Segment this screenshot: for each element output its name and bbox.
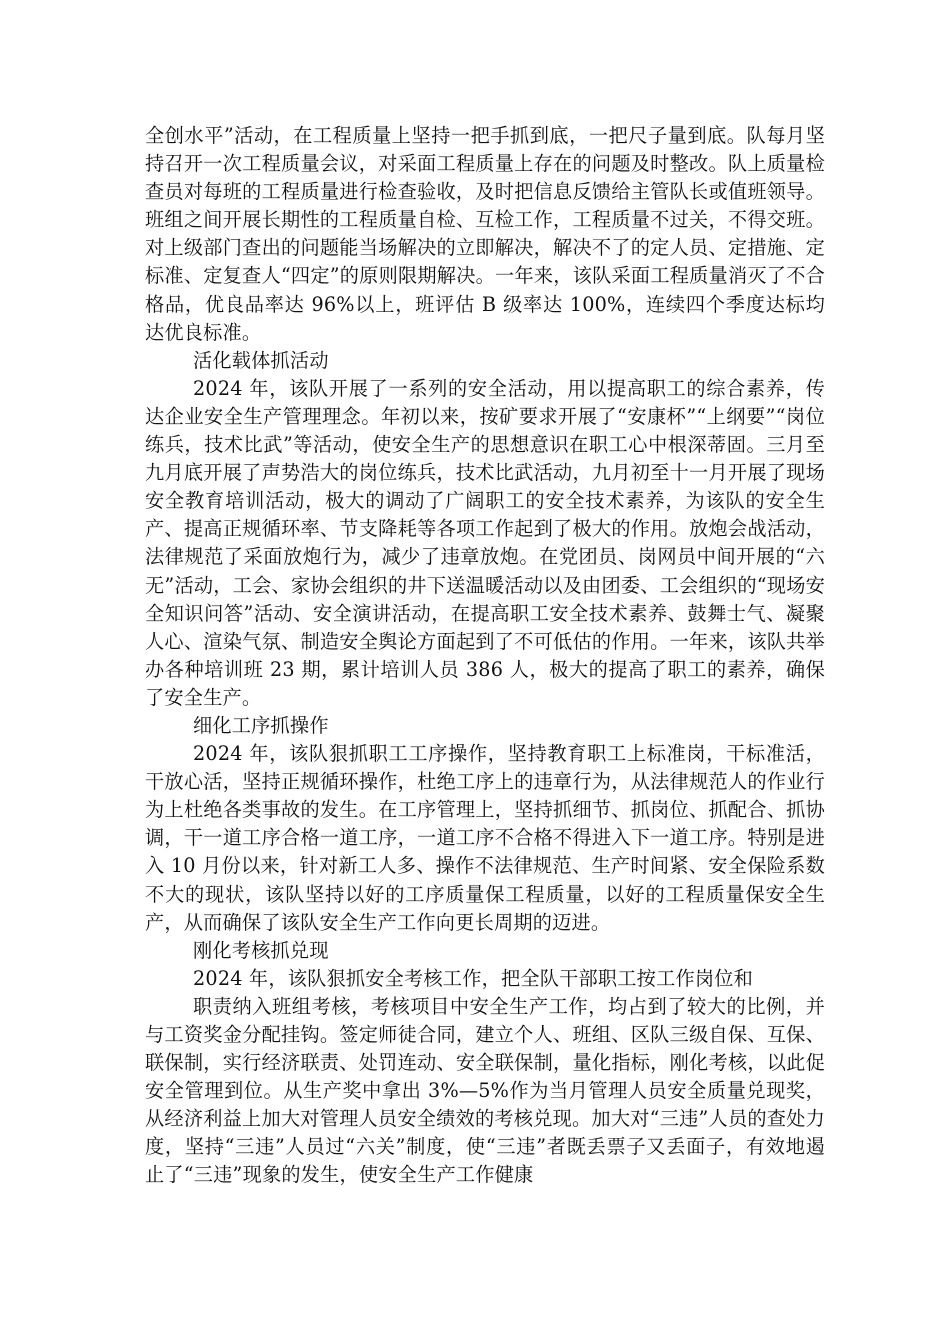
document-page: [145, 122, 825, 1190]
paragraph-quality: 全创水平”活动，在工程质量上坚持一把手抓到底，一把尺子量到底。队每月坚持召开一次工程质量会议，对采面工程质量上存在的问题及时整改。队上质量检查员对每班的工程质量进行检查验收，及时把信息反馈给主管队长或值班领导。班组之间开展长期性的工程质量自检、互检工作，工程质量不过关，不得交班。对上级部门查出的问题能当场解决的立即解决，解决不了的定人员、定措施、定标准、定复查人“四定”的原则限期解决。一年来，该队采面工程质量消灭了不合格品，优良品率达 96%以上，班评估 B 级率达 100%，连续四个季度达标均达优良标准。: [145, 124, 825, 344]
heading-activities: 活化载体抓活动: [193, 348, 329, 372]
heading-assessment: 刚化考核抓兑现: [193, 938, 329, 962]
paragraph-assessment-continued: 职责纳入班组考核，考核项目中安全生产工作，均占到了较大的比例，并与工资奖金分配挂钩。签定师徒合同，建立个人、班组、区队三级自保、互保、联保制，实行经济联责、处罚连动、安全联保制，量化指标，刚化考核，以此促安全管理到位。从生产奖中拿出 3%—5%作为当月管理人员安全质量兑现奖，从经济利益上加大对管理人员安全绩效的考核兑现。加大对“三违”人员的查处力度，坚持“三违”人员过“六关”制度，使“三违”者既丢票子又丢面子，有效地遏止了“三违”现象的发生，使安全生产工作健康: [145, 994, 825, 1187]
paragraph-assessment-start: 2024 年，该队狠抓安全考核工作，把全队干部职工按工作岗位和: [193, 966, 754, 990]
paragraph-procedures: 2024 年，该队狠抓职工工序操作，坚持教育职工上标准岗，干标准活，干放心活，坚持正规循环操作，杜绝工序上的违章行为，从法律规范人的作业行为上杜绝各类事故的发生。在工序管理上，坚持抓细节、抓岗位、抓配合、抓协调，干一道工序合格一道工序，一道工序不合格不得进入下一道工序。特别是进入 10 月份以来，针对新工人多、操作不法律规范、生产时间紧、安全保险系数不大的现状，该队坚持以好的工序质量保工程质量，以好的工程质量保安全生产，从而确保了该队安全生产工作向更长周期的迈进。: [145, 742, 825, 934]
paragraph-activities: 2024 年，该队开展了一系列的安全活动，用以提高职工的综合素养，传达企业安全生产管理理念。年初以来，按矿要求开展了“安康杯”“上纲要”“岗位练兵，技术比武”等活动，使安全生产的思想意识在职工心中根深蒂固。三月至九月底开展了声势浩大的岗位练兵，技术比武活动，九月初至十一月开展了现场安全教育培训活动，极大的调动了广阔职工的安全技术素养，为该队的安全生产、提高正规循环率、节支降耗等各项工作起到了极大的作用。放炮会战活动，法律规范了采面放炮行为，减少了违章放炮。在党团员、岗网员中间开展的“六无”活动，工会、家协会组织的井下送温暖活动以及由团委、工会组织的“现场安全知识问答”活动、安全演讲活动，在提高职工安全技术素养、鼓舞士气、凝聚人心、渲染气氛、制造安全舆论方面起到了不可低估的作用。一年来，该队共举办各种培训班 23 期，累计培训人员 386 人，极大的提高了职工的素养，确保了安全生产。: [145, 376, 825, 709]
heading-procedures: 细化工序抓操作: [193, 713, 329, 737]
